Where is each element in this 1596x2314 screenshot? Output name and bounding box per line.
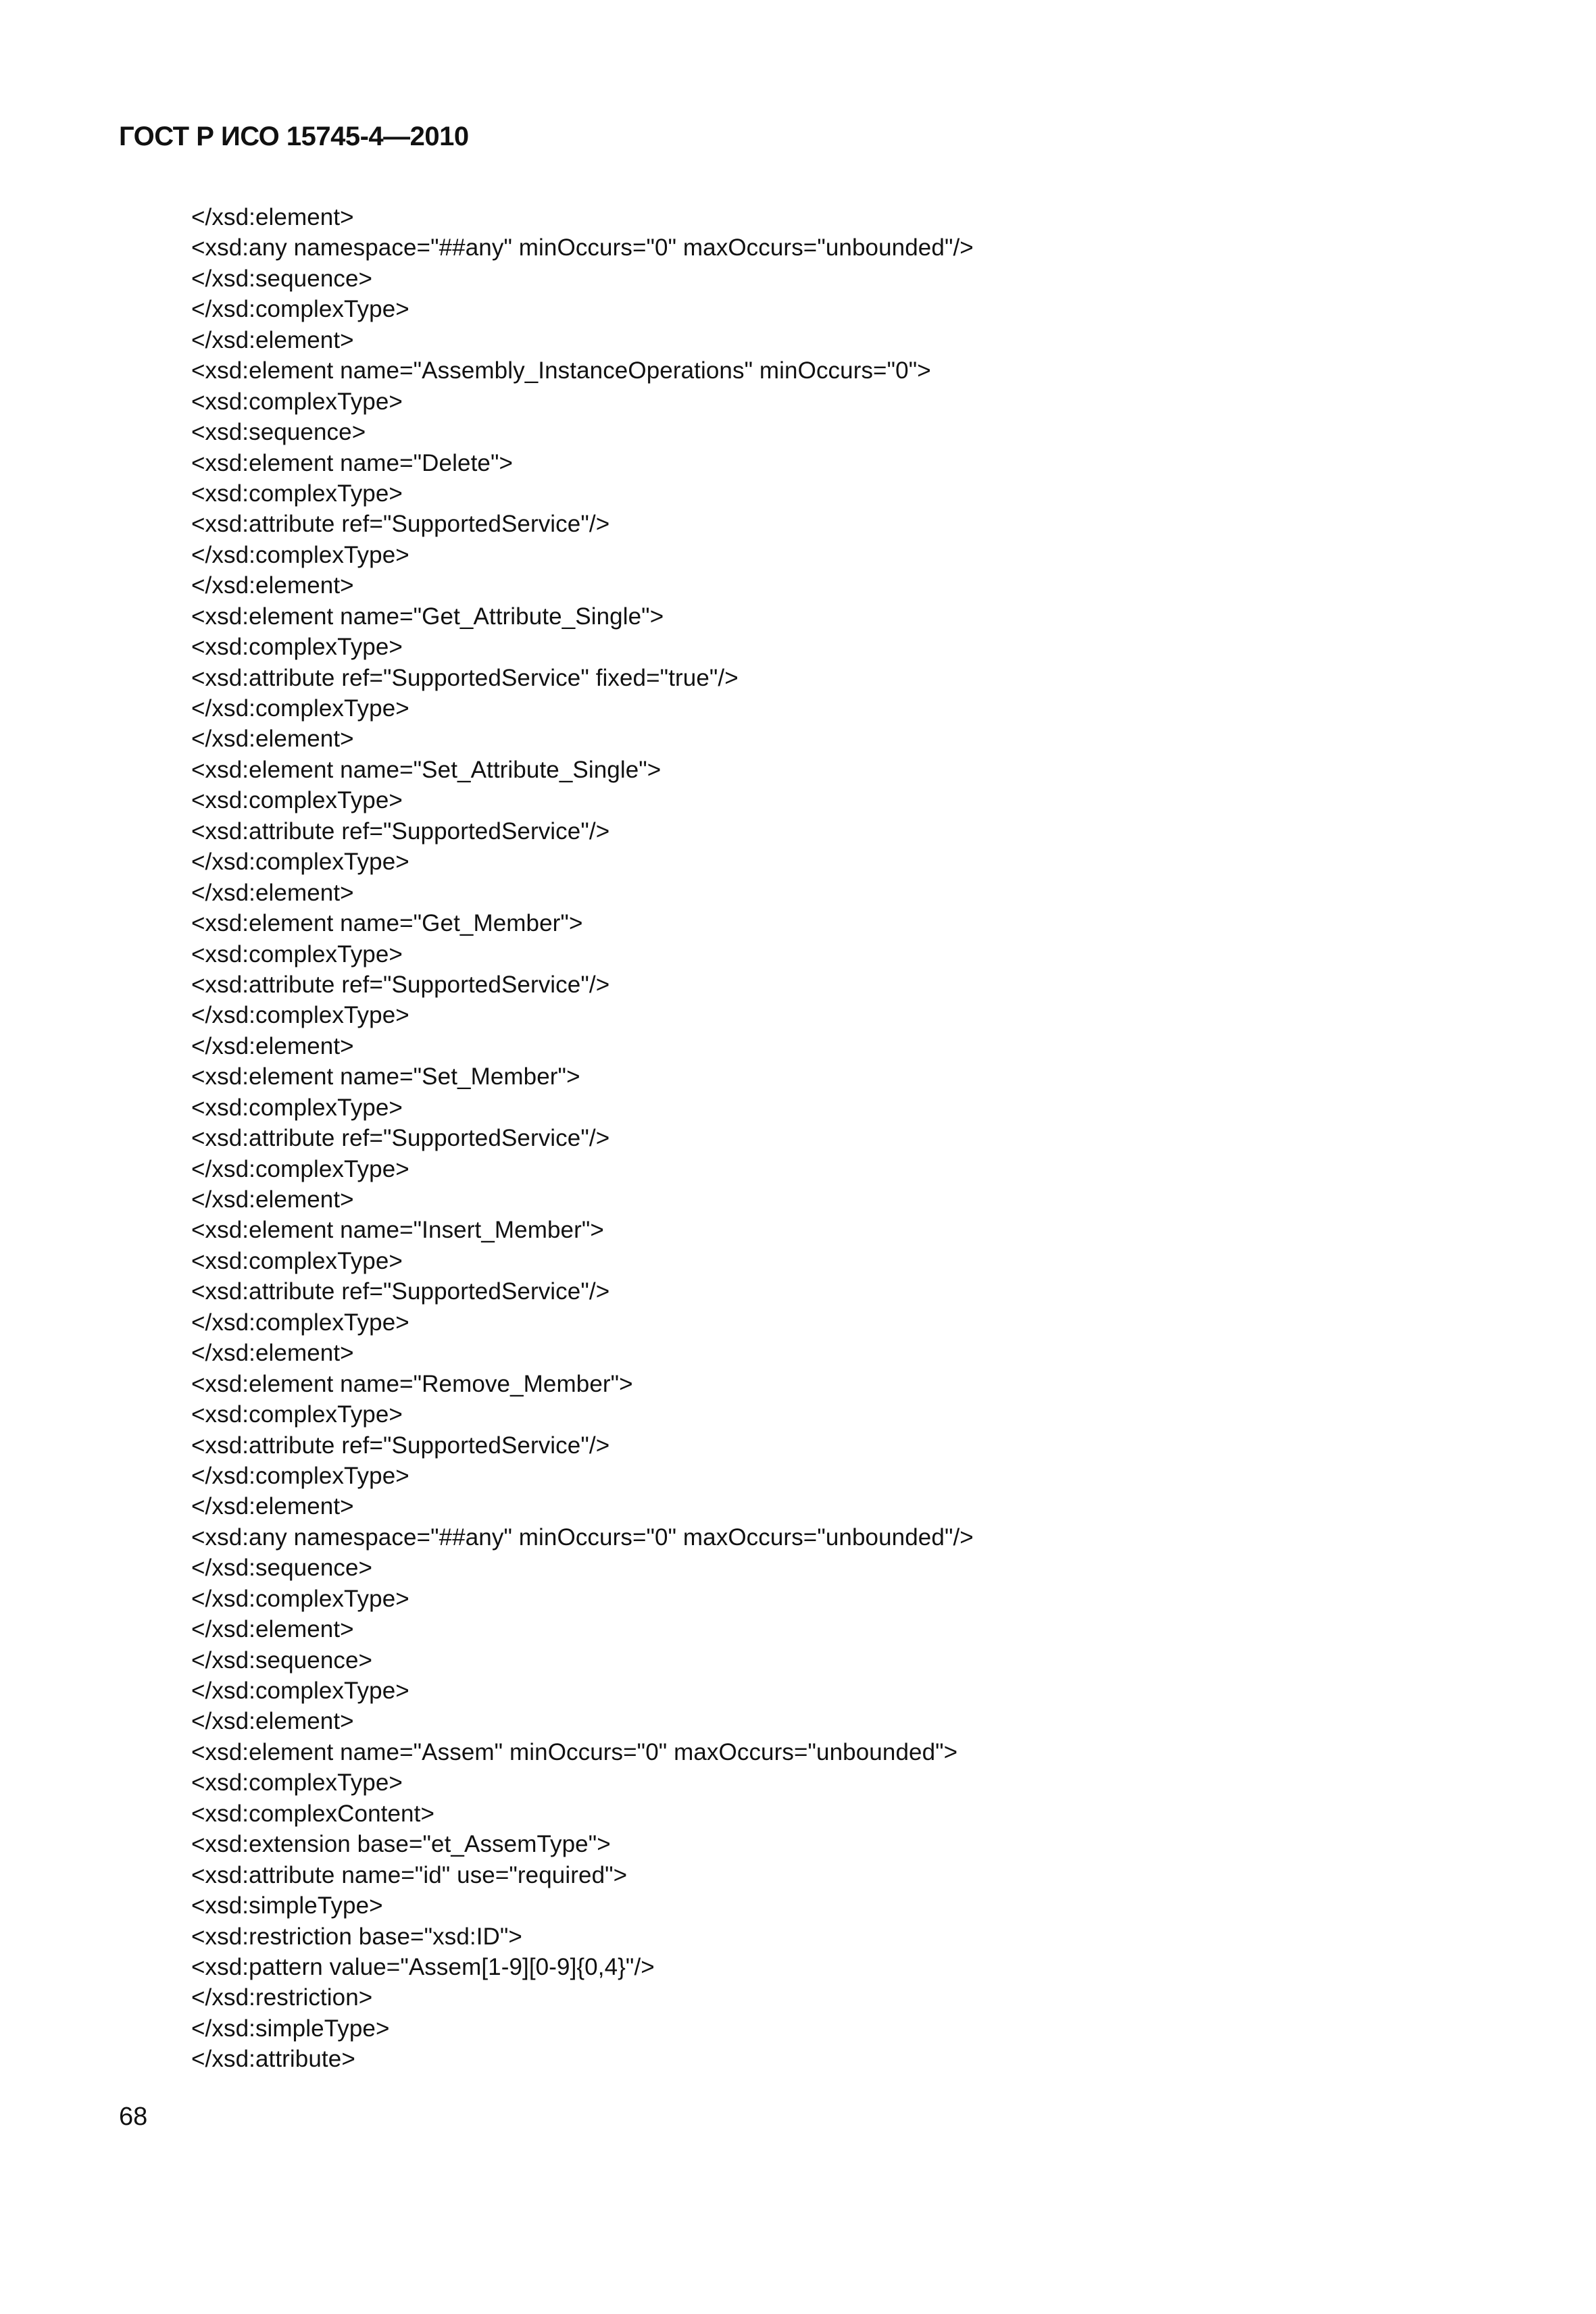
code-line: </xsd:sequence> — [191, 1646, 373, 1674]
code-line: <xsd:complexType> — [191, 480, 403, 507]
code-line: <xsd:attribute ref="SupportedService" fixed="true"/> — [191, 664, 739, 691]
code-line: <xsd:attribute ref="SupportedService"/> — [191, 511, 610, 538]
code-line: </xsd:element> — [191, 204, 354, 230]
code-line: </xsd:element> — [191, 1340, 354, 1367]
code-line: </xsd:complexType> — [191, 849, 409, 876]
code-line: </xsd:complexType> — [191, 1462, 409, 1489]
code-line: </xsd:element> — [191, 1186, 354, 1213]
code-line: <xsd:attribute ref="SupportedService"/> — [191, 1125, 610, 1152]
code-line: <xsd:extension base="et_AssemType"> — [191, 1831, 611, 1858]
code-line: </xsd:element> — [191, 1493, 354, 1520]
code-line: </xsd:complexType> — [191, 1309, 409, 1336]
code-line: <xsd:complexType> — [191, 787, 403, 814]
code-line: <xsd:element name="Set_Attribute_Single"> — [191, 756, 662, 783]
xsd-code-listing — [191, 202, 1475, 2075]
code-line: <xsd:attribute ref="SupportedService"/> — [191, 818, 610, 845]
code-line: </xsd:restriction> — [191, 1984, 373, 2011]
code-line: <xsd:complexType> — [191, 1769, 403, 1796]
code-line: </xsd:complexType> — [191, 1155, 409, 1182]
code-line: <xsd:element name="Get_Member"> — [191, 910, 583, 937]
code-line: </xsd:simpleType> — [191, 2015, 390, 2042]
page-number: 68 — [119, 2103, 148, 2131]
code-line: </xsd:element> — [191, 326, 354, 353]
code-line: </xsd:element> — [191, 1032, 354, 1059]
code-line: </xsd:complexType> — [191, 695, 409, 722]
code-line: </xsd:complexType> — [191, 296, 409, 323]
document-header: ГОСТ Р ИСО 15745-4—2010 — [119, 122, 469, 151]
code-line: <xsd:complexType> — [191, 1247, 403, 1274]
code-line: <xsd:complexType> — [191, 1401, 403, 1428]
code-line: <xsd:any namespace="##any" minOccurs="0" maxOccurs="unbounded"/> — [191, 234, 974, 261]
code-line: </xsd:element> — [191, 1616, 354, 1643]
code-line: <xsd:element name="Delete"> — [191, 449, 514, 476]
code-line: <xsd:element name="Get_Attribute_Single"> — [191, 603, 664, 630]
code-line: <xsd:attribute ref="SupportedService"/> — [191, 971, 610, 998]
code-line: <xsd:element name="Assembly_InstanceOperations" minOccurs="0"> — [191, 357, 931, 384]
code-line: <xsd:complexType> — [191, 388, 403, 415]
code-line: <xsd:element name="Remove_Member"> — [191, 1370, 633, 1397]
code-line: <xsd:attribute ref="SupportedService"/> — [191, 1432, 610, 1459]
code-line: <xsd:restriction base="xsd:ID"> — [191, 1923, 522, 1950]
code-line: <xsd:complexType> — [191, 634, 403, 661]
code-line: </xsd:sequence> — [191, 265, 373, 292]
code-line: </xsd:sequence> — [191, 1555, 373, 1582]
code-line: <xsd:complexType> — [191, 1094, 403, 1121]
code-line: </xsd:element> — [191, 726, 354, 753]
code-line: <xsd:sequence> — [191, 419, 366, 446]
code-line: </xsd:element> — [191, 1708, 354, 1735]
code-line: <xsd:any namespace="##any" minOccurs="0" maxOccurs="unbounded"/> — [191, 1524, 974, 1551]
code-line: </xsd:complexType> — [191, 1678, 409, 1704]
code-line: <xsd:element name="Set_Member"> — [191, 1063, 580, 1090]
code-line: <xsd:element name="Assem" minOccurs="0" maxOccurs="unbounded"> — [191, 1738, 958, 1765]
code-line: </xsd:complexType> — [191, 541, 409, 568]
code-line: <xsd:attribute name="id" use="required"> — [191, 1861, 628, 1888]
code-line: <xsd:complexType> — [191, 940, 403, 967]
code-line: <xsd:pattern value="Assem[1-9][0-9]{0,4}"/> — [191, 1953, 655, 1980]
code-line: </xsd:complexType> — [191, 1002, 409, 1029]
code-line: <xsd:simpleType> — [191, 1892, 383, 1919]
code-line: </xsd:complexType> — [191, 1585, 409, 1612]
code-line: </xsd:element> — [191, 879, 354, 906]
code-line: </xsd:element> — [191, 572, 354, 599]
code-line: </xsd:attribute> — [191, 2046, 355, 2073]
code-line: <xsd:complexContent> — [191, 1800, 434, 1827]
code-line: <xsd:attribute ref="SupportedService"/> — [191, 1278, 610, 1305]
code-line: <xsd:element name="Insert_Member"> — [191, 1217, 604, 1244]
